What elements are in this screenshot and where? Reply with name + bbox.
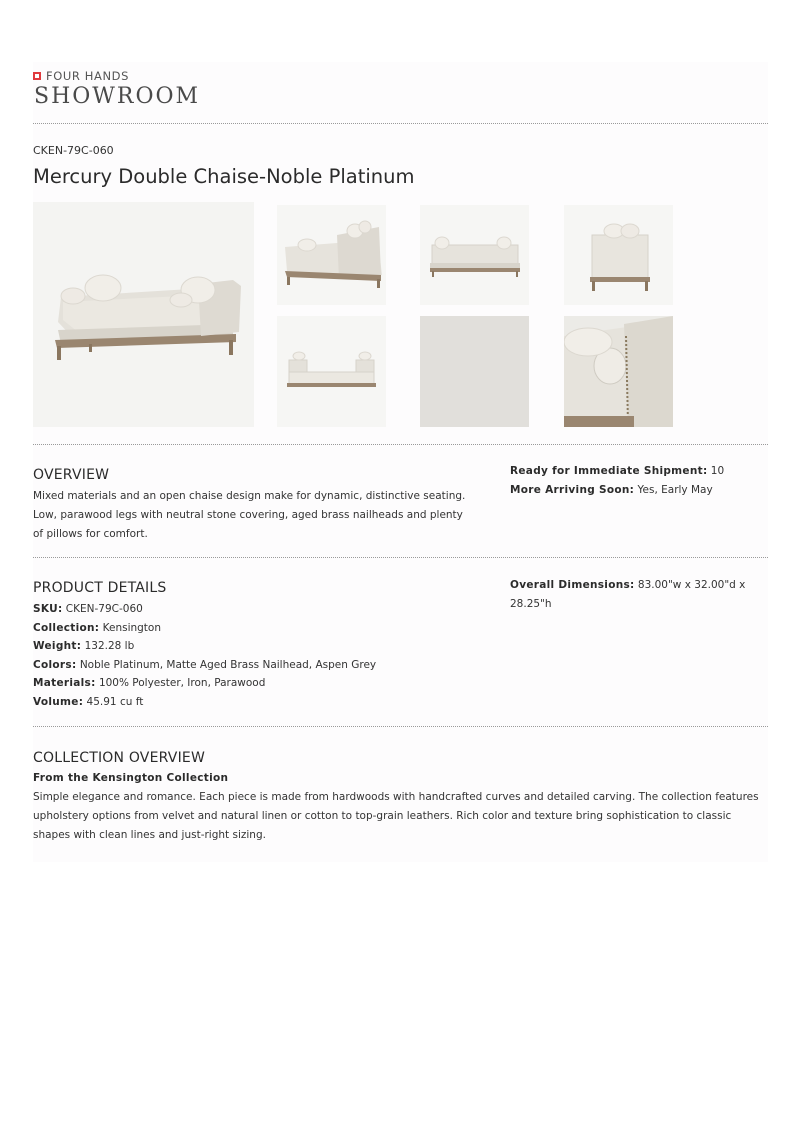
ready-shipment <box>510 462 724 481</box>
chaise-side-photo <box>564 205 673 305</box>
detail-label: Collection: <box>33 621 100 634</box>
detail-label: Volume: <box>33 695 84 708</box>
detail-volume <box>33 693 376 712</box>
more-arriving <box>510 481 724 500</box>
detail-label: Materials: <box>33 677 96 689</box>
collection-heading: COLLECTION OVERVIEW <box>33 750 205 766</box>
ready-value: 10 <box>710 465 725 477</box>
detail-colors <box>33 656 376 675</box>
collection-text: Simple elegance and romance. Each piece is made from hardwoods with handcrafted curves and detailed carving. The collection features upholstery options from velvet and natural linen or cotton to top-grain leathers. Rich color and texture bring sophistication to classic shapes with clean lines and just-right sizing. <box>33 791 759 841</box>
chaise-low-photo <box>277 316 386 427</box>
product-sku: CKEN-79C-060 <box>33 144 114 157</box>
detail-label: Colors: <box>33 658 77 671</box>
detail-label: Overall Dimensions: <box>510 579 635 591</box>
detail-collection <box>33 619 376 638</box>
overview-heading: OVERVIEW <box>33 467 110 483</box>
fabric-swatch-photo <box>420 316 529 427</box>
chaise-angle-photo <box>277 205 386 305</box>
detail-value: Noble Platinum, Matte Aged Brass Nailhead, Aspen Grey <box>79 658 377 671</box>
brand-logo <box>33 69 129 83</box>
brand-company: FOUR HANDS <box>46 69 130 83</box>
product-title: Mercury Double Chaise-Noble Platinum <box>33 165 415 188</box>
details-heading: PRODUCT DETAILS <box>33 580 167 596</box>
detail-value: 45.91 cu ft <box>86 695 144 708</box>
divider <box>33 557 768 558</box>
availability-block <box>510 462 724 499</box>
detail-value: Kensington <box>102 621 162 634</box>
dimensions-block <box>510 576 768 613</box>
overview-text: Mixed materials and an open chaise design make for dynamic, distinctive seating. Low, parawood legs with neutral stone covering, aged brass nailheads and plenty of pillows for comfort. <box>33 490 466 540</box>
detail-value: 132.28 lb <box>84 640 135 652</box>
brand-name: SHOWROOM <box>34 84 201 109</box>
detail-label: SKU: <box>33 603 63 615</box>
detail-materials <box>33 674 376 693</box>
collection-subheading <box>33 769 228 788</box>
brand-square-icon <box>33 72 41 80</box>
detail-weight <box>33 637 376 656</box>
nailhead-detail-photo <box>564 316 673 427</box>
chaise-main-photo <box>33 202 254 427</box>
detail-value: CKEN-79C-060 <box>65 603 143 615</box>
chaise-front-photo <box>420 205 529 305</box>
more-label: More Arriving Soon: <box>510 483 635 496</box>
detail-label: Weight: <box>33 640 82 652</box>
divider <box>33 123 768 124</box>
detail-dimensions <box>510 576 768 613</box>
divider <box>33 444 768 445</box>
divider <box>33 726 768 727</box>
detail-value: 83.00"w x 32.00"d x 28.25"h <box>510 579 746 610</box>
detail-value: 100% Polyester, Iron, Parawood <box>98 677 266 689</box>
ready-label: Ready for Immediate Shipment: <box>510 465 708 477</box>
collection-subheading-text: From the Kensington Collection <box>33 772 229 784</box>
more-value: Yes, Early May <box>637 483 713 496</box>
detail-sku <box>33 600 376 619</box>
details-list <box>33 600 376 711</box>
spec-sheet <box>33 62 768 862</box>
